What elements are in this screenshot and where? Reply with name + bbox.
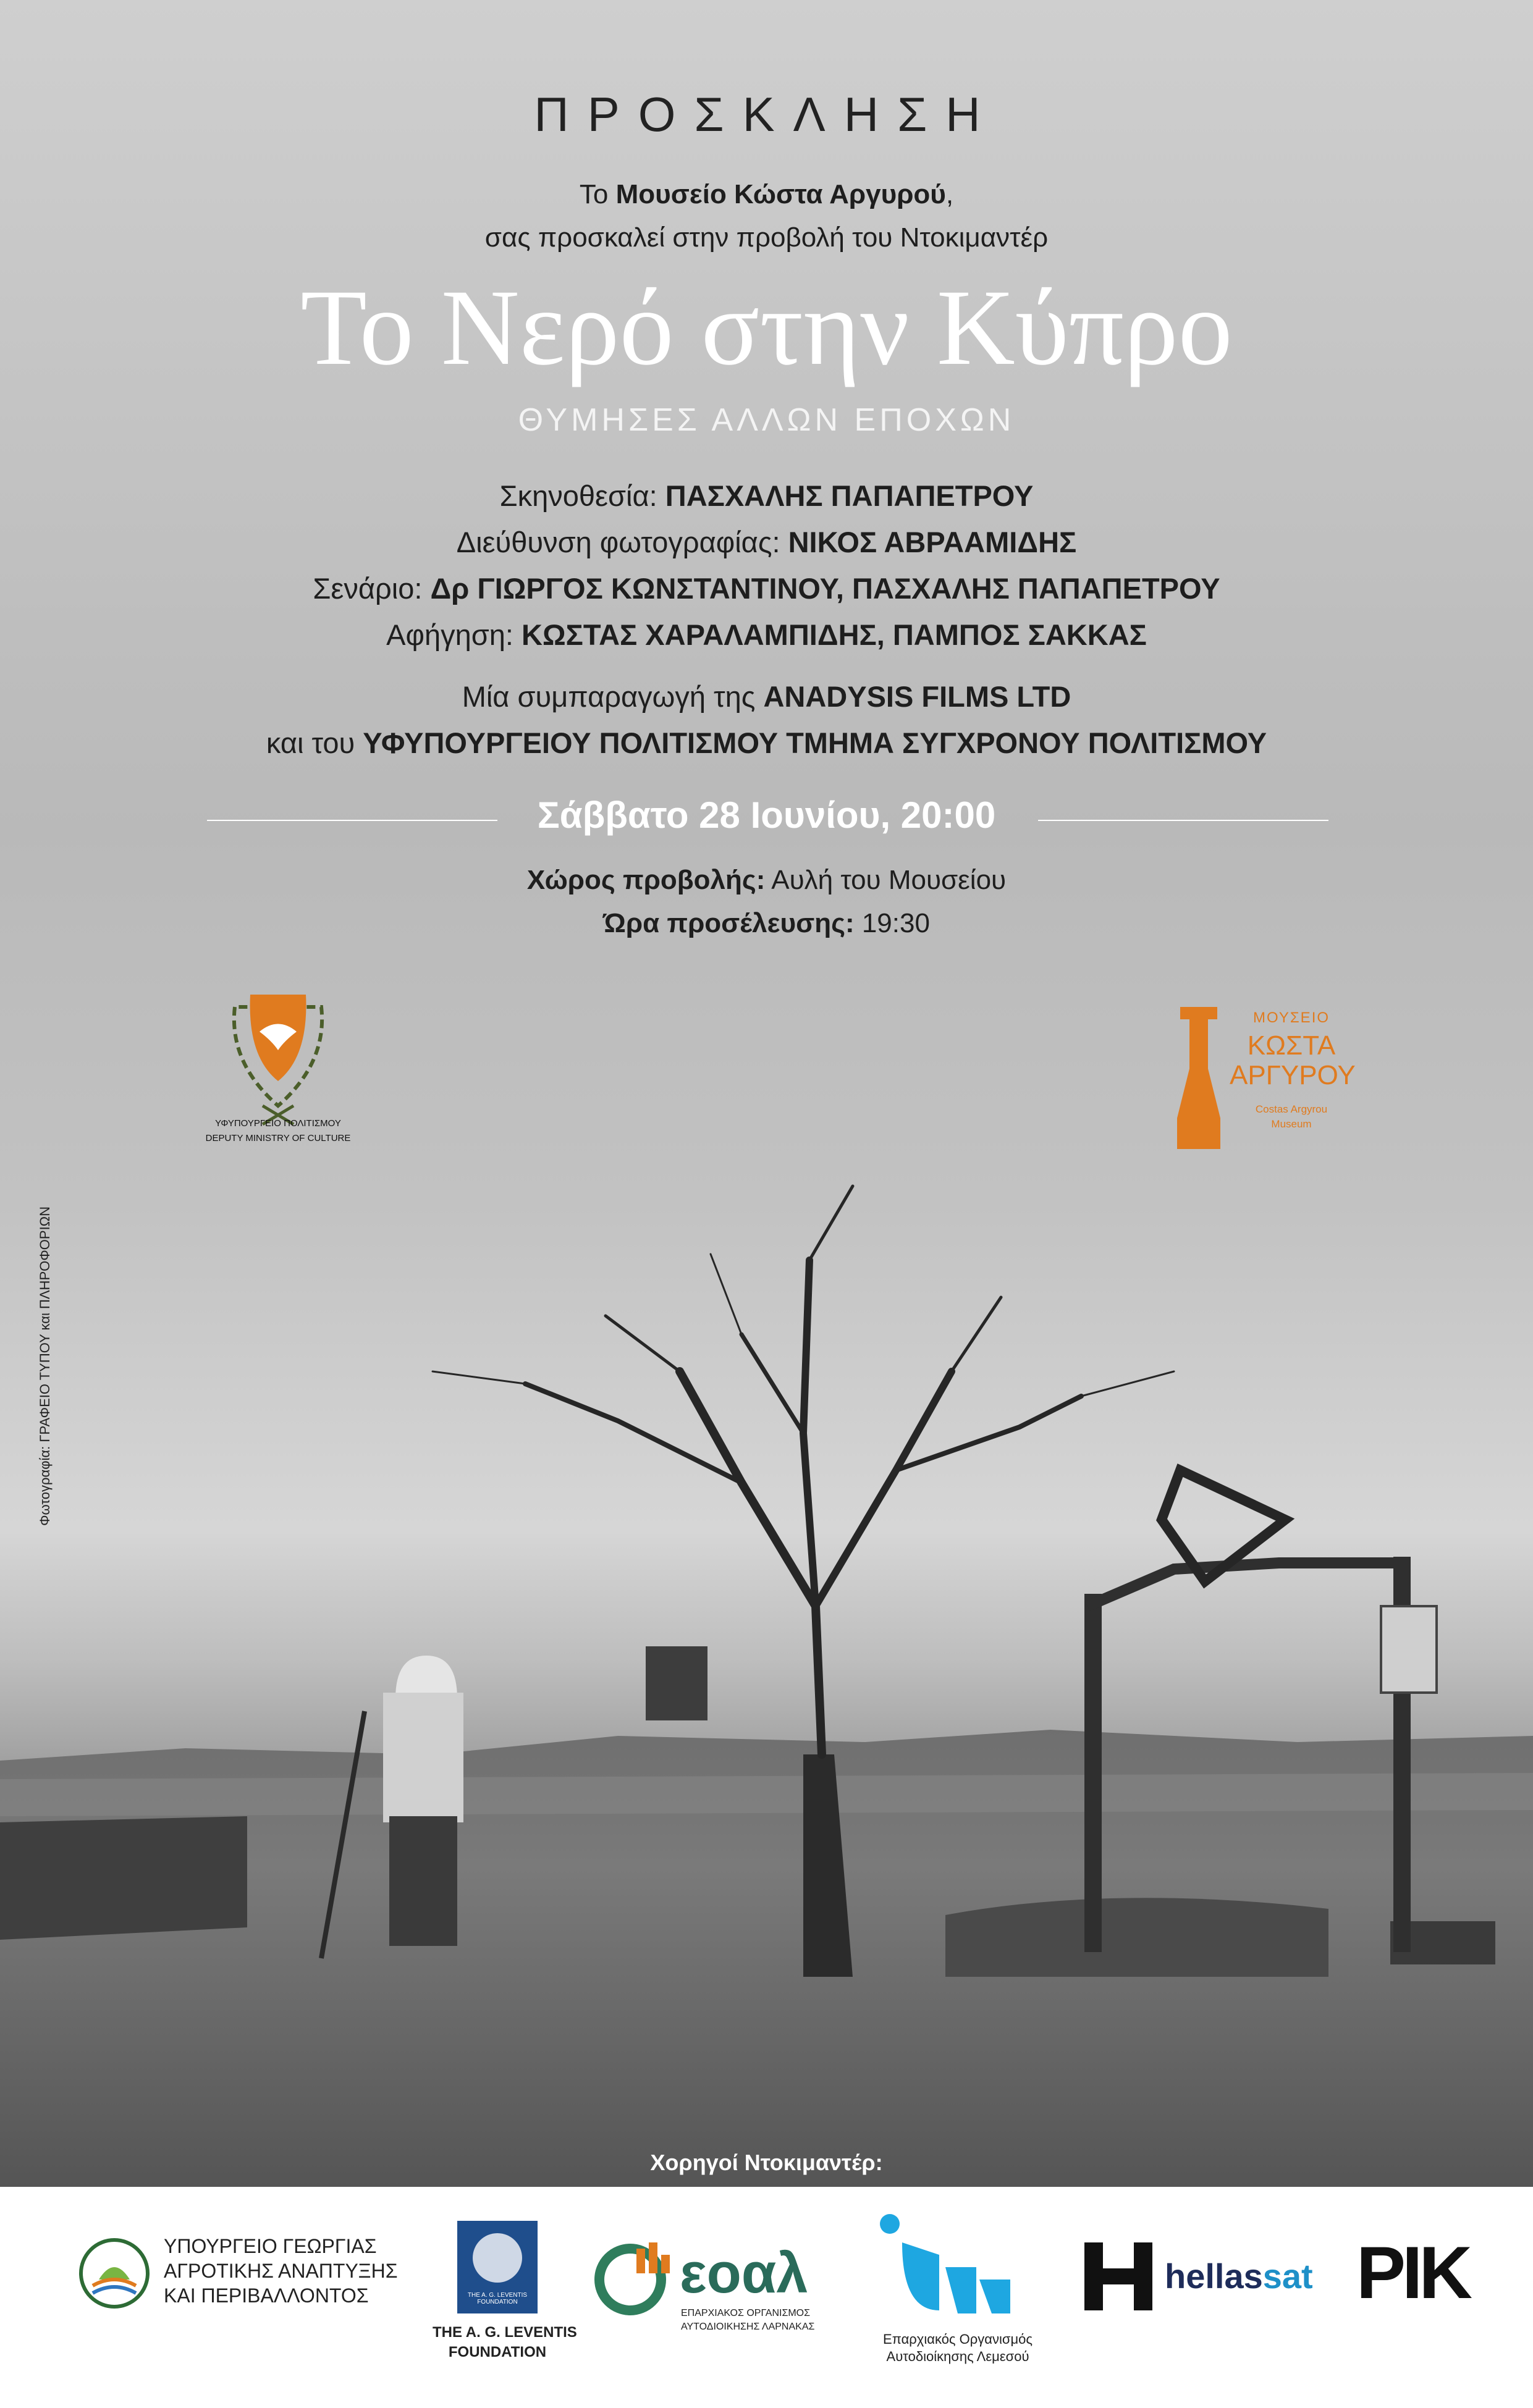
museum-logo-text-3: ΑΡΓΥΡΟΥ [1230,1060,1356,1090]
production-prefix: και του [266,726,363,759]
credit-value: Δρ ΓΙΩΡΓΟΣ ΚΩΝΣΤΑΝΤΙΝΟΥ, ΠΑΣΧΑΛΗΣ ΠΑΠΑΠΕΤΡΟΥ [430,572,1220,605]
sponsors-heading: Χορηγοί Ντοκιμαντέρ: [650,2150,883,2175]
lemesos-org-logo [877,2212,1038,2323]
museum-logo-text-4: Costas Argyrou [1255,1103,1328,1115]
arrival-line [0,908,1533,939]
credit-narration [0,618,1533,652]
leventis-medallion-icon [473,2233,522,2283]
credit-value: ΚΩΣΤΑΣ ΧΑΡΑΛΑΜΠΙΔΗΣ, ΠΑΜΠΟΣ ΣΑΚΚΑΣ [522,618,1147,651]
production-line-1 [0,680,1533,714]
event-date: Σάββατο 28 Ιουνίου, 20:00 [537,794,996,836]
date-row [0,794,1533,843]
credit-director [0,479,1533,513]
film-subtitle: ΘΥΜΗΣΕΣ ΑΛΛΩΝ ΕΠΟΧΩΝ [518,402,1015,438]
production-prefix: Μία συμπαραγωγή της [462,680,764,713]
eoal-logo [593,2236,674,2317]
production-company: ANADYSIS FILMS LTD [763,680,1071,713]
leventis-text-2: FOUNDATION [448,2344,547,2360]
photo-credit: Φωτογραφία: ΓΡΑΦΕΙΟ ΤΥΠΟΥ και ΠΛΗΡΟΦΟΡΙΩΝ [37,1206,53,1526]
leventis-text-1: THE A. G. LEVENTIS [433,2324,577,2341]
landscape-photo [0,1050,1533,2187]
divider-right [1038,820,1328,821]
arrival-value: 19:30 [854,908,930,938]
hellassat-text-a: hellas [1165,2257,1263,2296]
venue-value: Αυλή του Μουσείου [765,865,1007,895]
arrival-label: Ώρα προσέλευσης: [603,908,855,938]
ministry-logo-text-greek: ΥΦΥΠΟΥΡΓΕΙΟ ΠΟΛΙΤΙΣΜΟΥ [215,1118,341,1129]
production-line-2 [0,726,1533,760]
eoal-name: εοαλ [680,2242,808,2305]
invitation-heading: ΠΡΟΣΚΛΗΣΗ [534,87,999,141]
agriculture-text-2: ΑΓΡΟΤΙΚΗΣ ΑΝΑΠΤΥΞΗΣ [164,2260,398,2282]
museum-logo-text-2: ΚΩΣΤΑ [1247,1030,1336,1061]
credit-label: Διεύθυνση φωτογραφίας: [456,526,788,558]
credit-label: Σενάριο: [313,572,431,605]
agriculture-ministry-logo [77,2236,151,2310]
agriculture-text-1: ΥΠΟΥΡΓΕΙΟ ΓΕΩΡΓΙΑΣ [164,2235,377,2257]
credit-value: ΝΙΚΟΣ ΑΒΡΑΑΜΙΔΗΣ [788,526,1077,558]
lemesos-text-1: Επαρχιακός Οργανισμός [883,2331,1033,2347]
venue-label: Χώρος προβολής: [526,865,766,895]
hellassat-wordmark [1165,2256,1313,2296]
rik-logo: ΡΙΚ [1356,2231,1469,2314]
eoal-text-1: ΕΠΑΡΧΙΑΚΟΣ ΟΡΓΑΝΙΣΜΟΣ [681,2308,811,2318]
leventis-logo [457,2221,538,2313]
film-title: Το Νερό στην Κύπρο [300,267,1233,388]
museum-logo-text-5: Museum [1271,1118,1312,1130]
ministry-logo-text-english: DEPUTY MINISTRY OF CULTURE [205,1133,351,1143]
intro-suffix: , [945,179,954,209]
intro-prefix: Το [579,179,616,209]
hellassat-text-b: sat [1262,2257,1313,2296]
venue-line [0,865,1533,896]
leventis-badge-text: THE A. G. LEVENTIS FOUNDATION [467,2292,528,2305]
intro-line-2: σας προσκαλεί στην προβολή του Ντοκιμαντέρ [484,222,1049,253]
intro-line-1 [0,179,1533,210]
sponsors-bar [0,2187,1533,2408]
museum-logo-text-1: ΜΟΥΣΕΙΟ [1252,1009,1330,1026]
credit-cinematography [0,525,1533,559]
intro-museum-name: Μουσείο Κώστα Αργυρού [615,179,946,209]
credit-screenplay [0,571,1533,605]
lemesos-text-2: Αυτοδιοίκησης Λεμεσού [886,2349,1029,2364]
credit-value: ΠΑΣΧΑΛΗΣ ΠΑΠΑΠΕΤΡΟΥ [665,479,1034,512]
credit-label: Σκηνοθεσία: [499,479,665,512]
eoal-text-2: ΑΥΤΟΔΙΟΙΚΗΣΗΣ ΛΑΡΝΑΚΑΣ [681,2322,815,2332]
agriculture-text-3: ΚΑΙ ΠΕΡΙΒΑΛΛΟΝΤΟΣ [164,2284,369,2307]
credit-label: Αφήγηση: [386,618,522,651]
production-ministry: ΥΦΥΠΟΥΡΓΕΙΟΥ ΠΟΛΙΤΙΣΜΟΥ ΤΜΗΜΑ ΣΥΓΧΡΟΝΟΥ ΠΟΛΙΤΙΣΜΟΥ [363,726,1267,759]
hellassat-h-logo [1084,2242,1152,2310]
